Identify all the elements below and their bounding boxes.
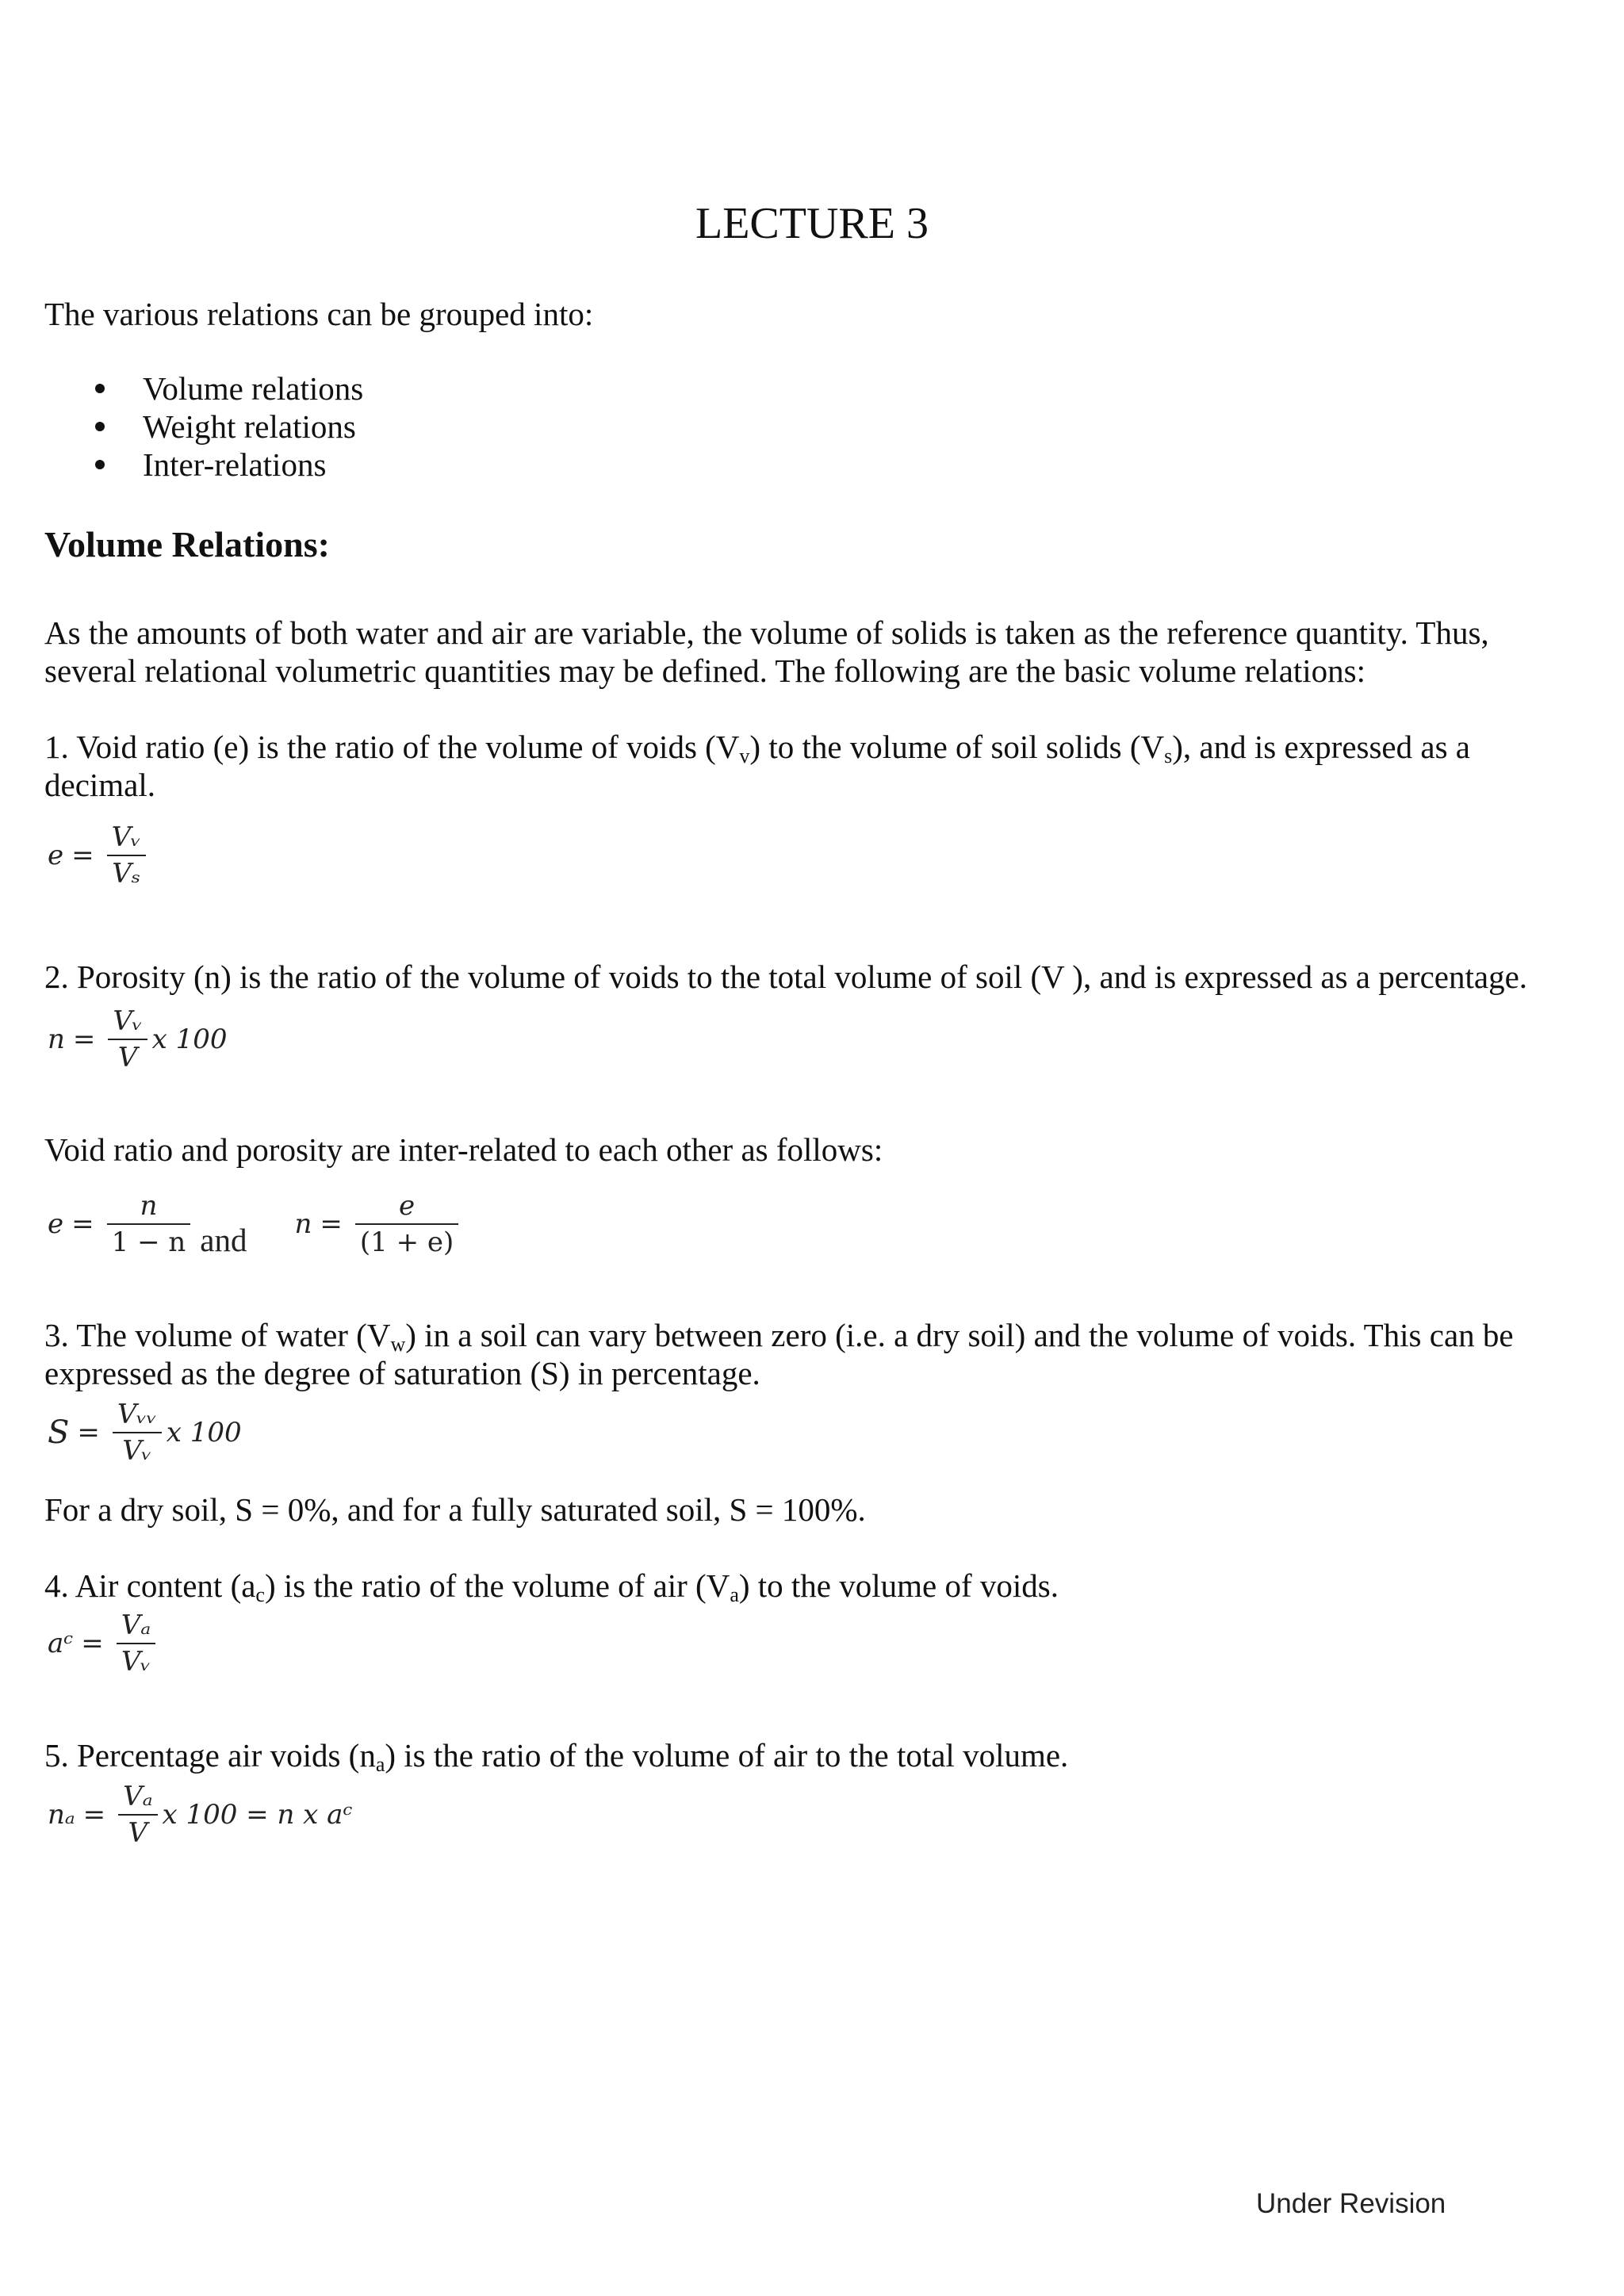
section-heading: Volume Relations: bbox=[44, 524, 330, 564]
equation-air-voids: nₐ = $\frac{\text{Vₐ}}{V}$ x 100 = n x aᶜ bbox=[48, 1781, 353, 1849]
intro-text: The various relations can be grouped into: bbox=[44, 296, 594, 332]
fraction: $\frac{e}{(1 + e)}$ bbox=[355, 1190, 458, 1258]
list-item-text: Volume relations bbox=[143, 370, 364, 407]
bullet-icon bbox=[95, 384, 105, 393]
group-list bbox=[44, 369, 363, 484]
fraction: $\frac{\text{Vᵥ}}{\text{Vₛ}}$ bbox=[107, 821, 146, 890]
list-item bbox=[44, 369, 363, 408]
item-air-content: 4. Air content $(a_c)$ is the ratio of the volume of air $(V_a)$ to the volume of voids. bbox=[44, 1567, 1059, 1606]
bullet-icon bbox=[95, 422, 105, 431]
page-title: LECTURE 3 bbox=[695, 199, 929, 248]
item-void-ratio: 1. Void ratio (e) is the ratio of the volume of voids $(V_v)$ to the volume of soil solids $(V_s)$, and is expressed as a decimal. bbox=[44, 729, 1470, 803]
item-air-voids: 5. Percentage air voids $(n_a)$ is the ratio of the volume of air to the total volume. bbox=[44, 1737, 1069, 1776]
interrelation-text: Void ratio and porosity are inter-related to each other as follows: bbox=[44, 1131, 883, 1168]
fraction: $\frac{\text{Vₐ}}{V}$ bbox=[118, 1781, 157, 1849]
section-intro: As the amounts of both water and air are variable, the volume of solids is taken as the reference quantity. Thus, several relational volumetric quantities may be defined. The following are the basic volume relations: bbox=[44, 614, 1489, 689]
bullet-icon bbox=[95, 460, 105, 469]
fraction: $\frac{\text{Vₐ}}{\text{Vᵥ}}$ bbox=[117, 1609, 155, 1678]
equation-air-content: aᶜ = $\frac{\text{Vₐ}}{\text{Vᵥ}}$ bbox=[48, 1609, 160, 1678]
item-porosity: 2. Porosity (n) is the ratio of the volume of voids to the total volume of soil (V ), and is expressed as a percentage. bbox=[44, 959, 1528, 995]
fraction: $\frac{n}{1 - n}$ bbox=[107, 1190, 191, 1258]
list-item bbox=[44, 408, 363, 446]
list-item-text: Weight relations bbox=[143, 408, 356, 445]
fraction: $\frac{\text{Vᵥᵥ}}{\text{Vᵥ}}$ bbox=[113, 1399, 162, 1467]
list-item-text: Inter-relations bbox=[143, 446, 327, 483]
fraction: $\frac{\text{Vᵥ}}{V}$ bbox=[108, 1005, 147, 1073]
item-water-volume: 3. The volume of water $(V_w)$ in a soil can vary between zero (i.e. a dry soil) and the volume of voids. This can be expressed as the degree of saturation (S) in percentage. bbox=[44, 1317, 1514, 1391]
saturation-note: For a dry soil, S = 0%, and for a fully saturated soil, S = 100%. bbox=[44, 1491, 866, 1528]
equation-interrelation: e = $\frac{n}{1 - n}$ and n = $\frac{e}{(1 + e)}$ bbox=[48, 1189, 463, 1259]
revision-footer: Under Revision bbox=[1256, 2188, 1446, 2219]
equation-porosity: n = $\frac{\text{Vᵥ}}{V}$ x 100 bbox=[48, 1005, 228, 1073]
equation-void-ratio: e = $\frac{\text{Vᵥ}}{\text{Vₛ}}$ bbox=[48, 821, 151, 890]
equation-saturation: S = $\frac{\text{Vᵥᵥ}}{\text{Vᵥ}}$ x 100 bbox=[48, 1399, 242, 1467]
list-item bbox=[44, 446, 363, 484]
